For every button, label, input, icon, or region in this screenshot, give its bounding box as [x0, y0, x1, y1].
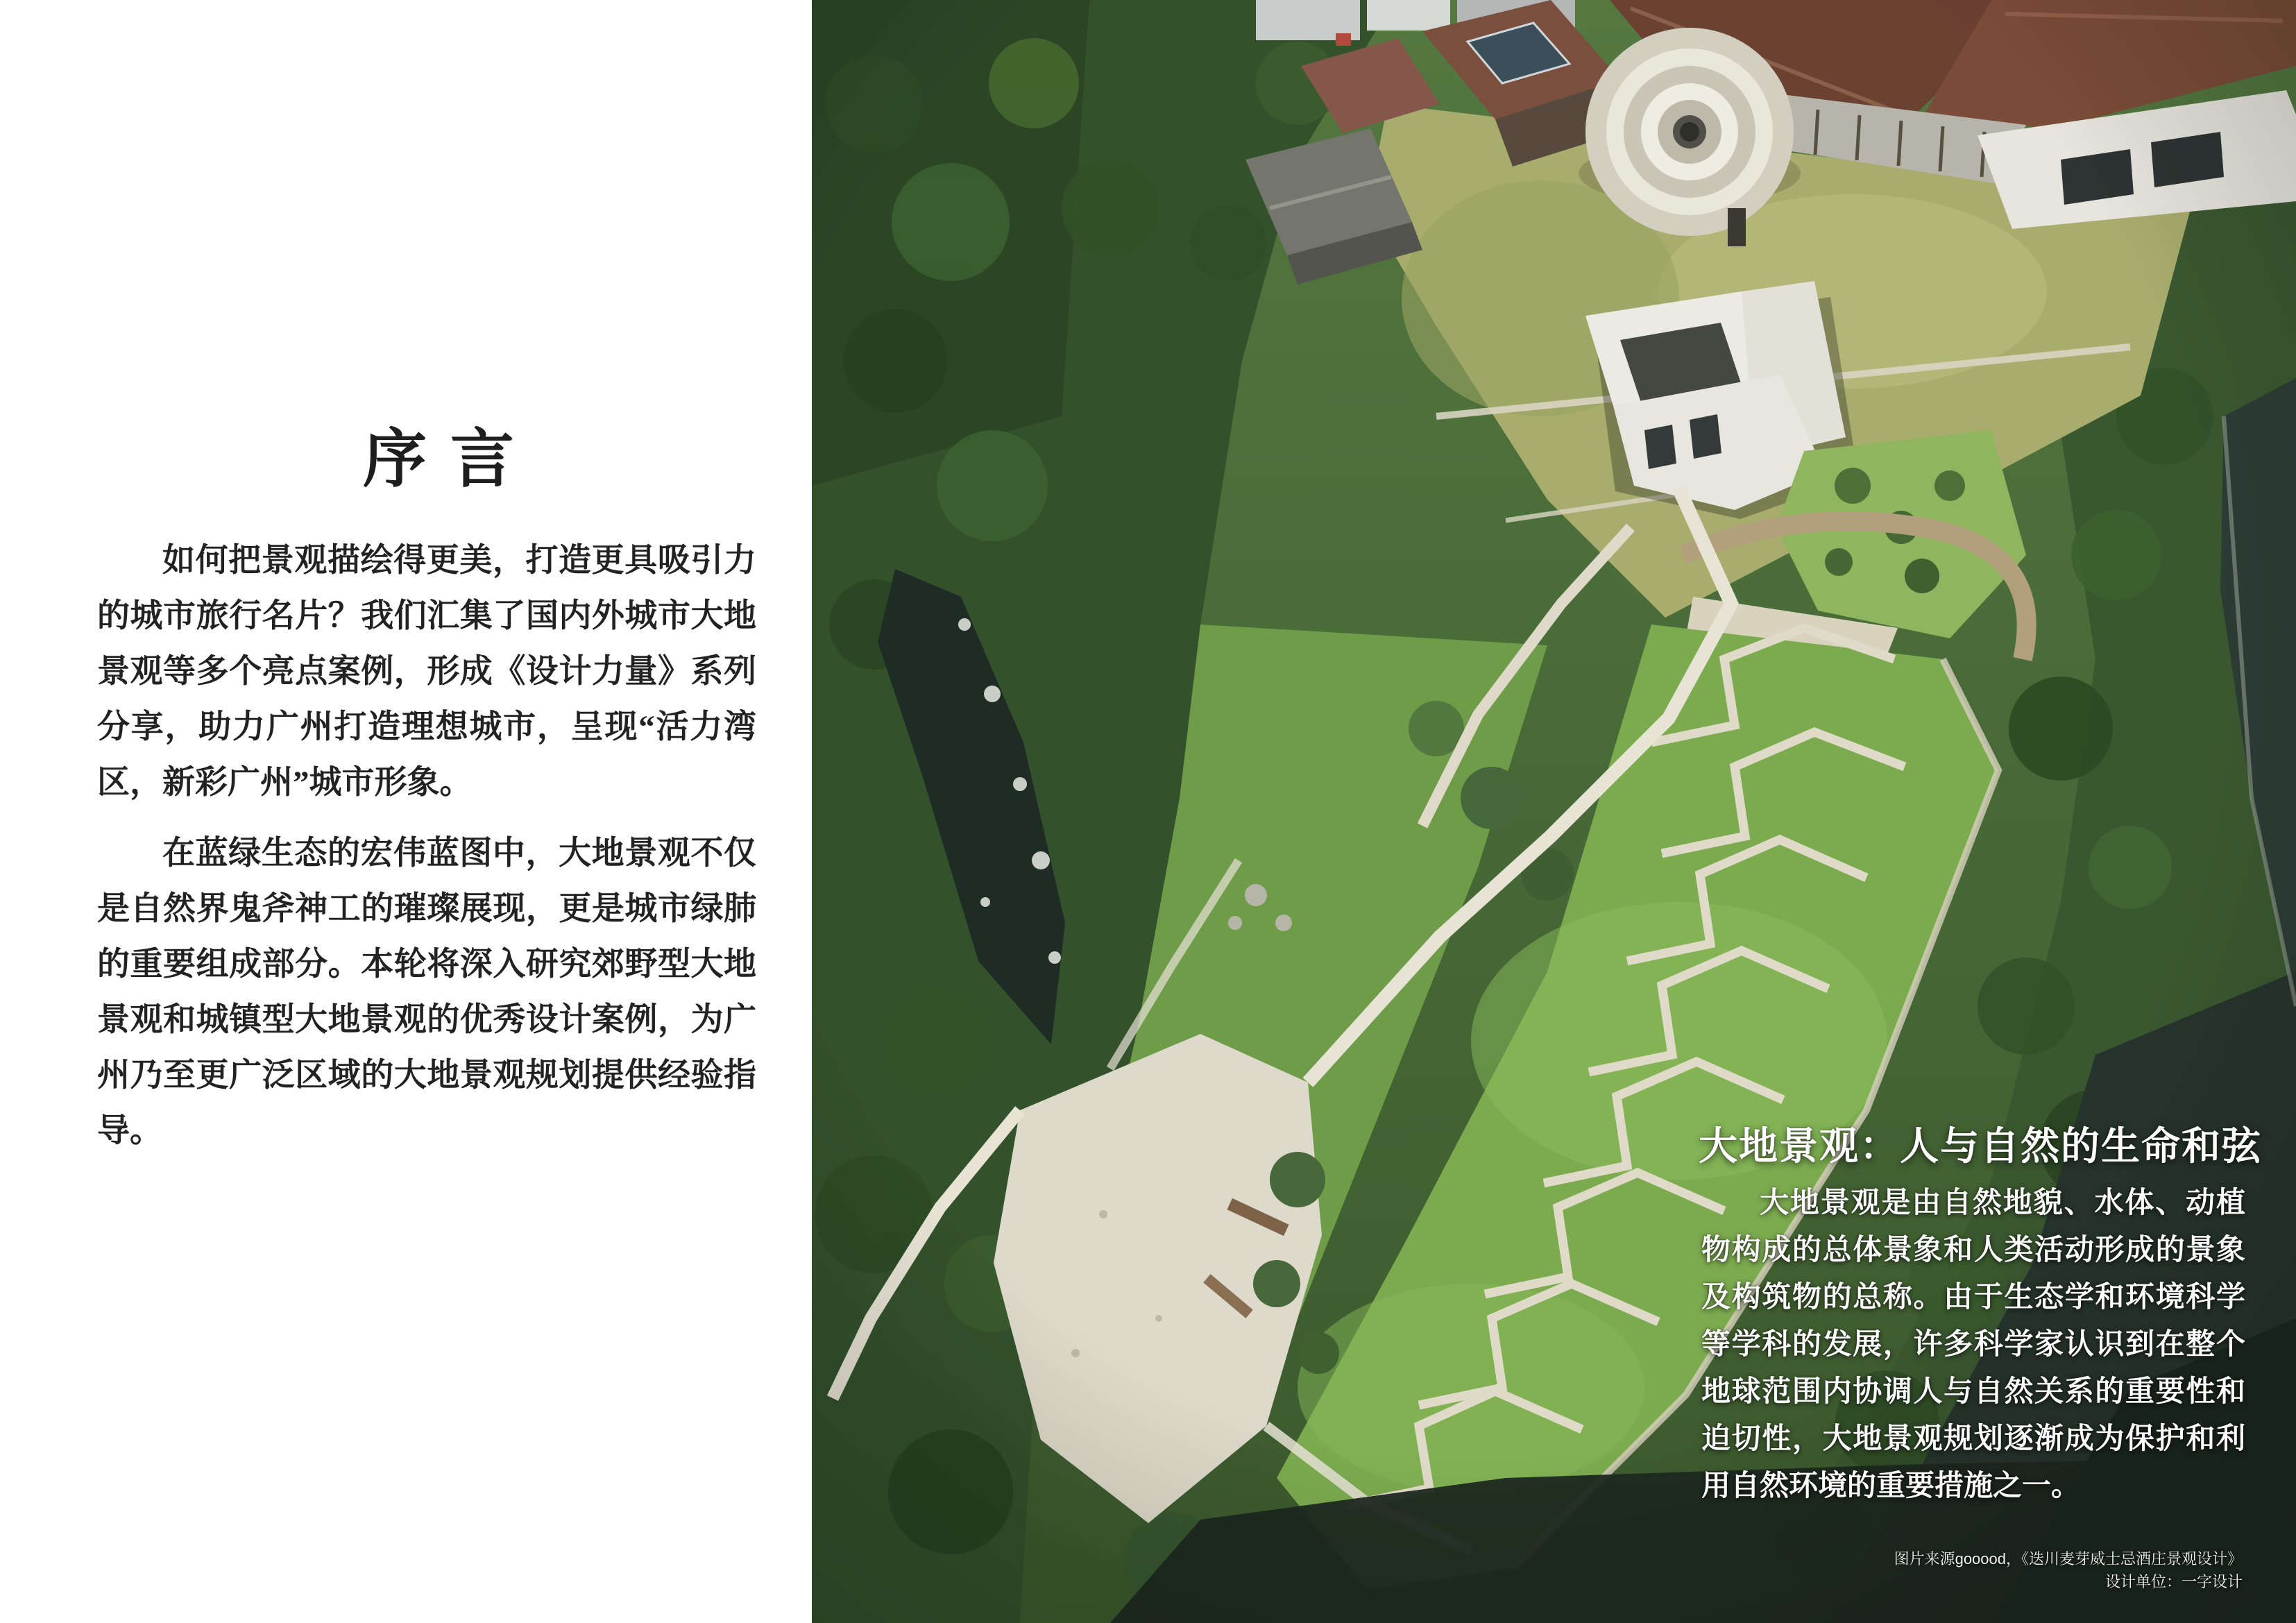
preface-panel: [0, 0, 812, 1623]
caption-designer: 设计单位：一字设计: [2104, 1573, 2243, 1590]
page-title: 序言: [362, 424, 538, 495]
photo-caption: [1894, 1547, 2243, 1593]
photo-body-text: 大地景观是由自然地貌、水体、动植物构成的总体景象和人类活动形成的景象及构筑物的总称。由于生态学和环境科学等学科的发展，许多科学家认识到在整个地球范围内协调人与自然关系的重要性和迫切性，大地景观规划逐渐成为保护和利用自然环境的重要措施之一。: [1701, 1187, 2245, 1502]
preface-text: [97, 533, 756, 1159]
landscape-photo: [812, 0, 2296, 1623]
preface-paragraph-2: 在蓝绿生态的宏伟蓝图中，大地景观不仅是自然界鬼斧神工的璀璨展现，更是城市绿肺的重要组成部分。本轮将深入研究郊野型大地景观和城镇型大地景观的优秀设计案例，为广州乃至更广泛区域的大地景观规划提供经验指导。: [97, 835, 756, 1149]
preface-paragraph-1: 如何把景观描绘得更美，打造更具吸引力的城市旅行名片？我们汇集了国内外城市大地景观等多个亮点案例，形成《设计力量》系列分享，助力广州打造理想城市，呈现“活力湾区，新彩广州”城市形象。: [97, 543, 756, 801]
caption-source: 图片来源gooood，《迭川麦芽威士忌酒庄景观设计》: [1894, 1550, 2243, 1567]
photo-heading: 大地景观：人与自然的生命和弦: [1699, 1125, 2262, 1169]
